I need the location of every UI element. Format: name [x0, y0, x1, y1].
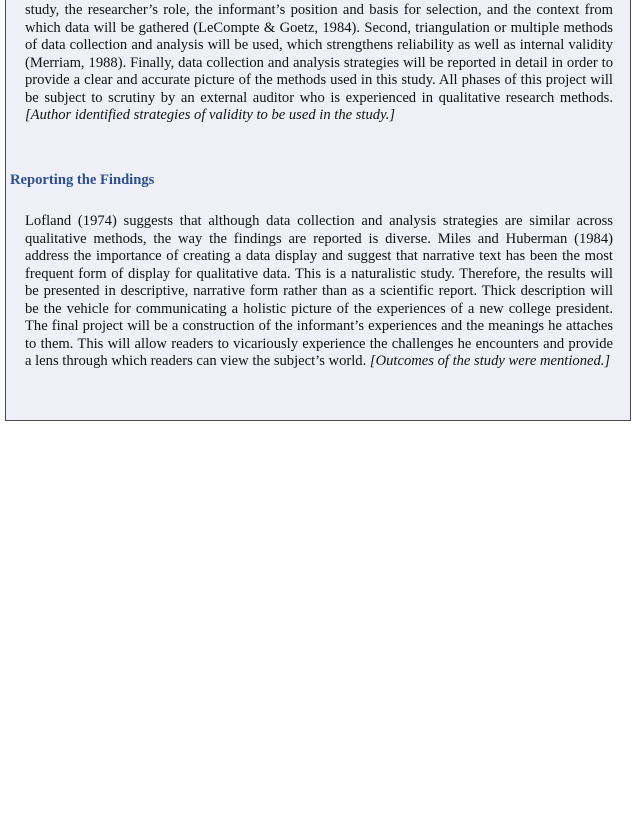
methods-paragraph-text: study, the researcher’s role, the informant’s position and basis for selection, and the context from which data will be gathered (LeCompte & Goetz, 1984). Second, triangulation or multiple methods of data collection and analysis will be used, which strengthens reliability as well as internal validity (Merriam, 1988). Finally, data collection and analysis strategies will be reported in detail in order to provide a clear and accurate picture of the methods used in this study. All phases of this project will be subject to scrutiny by an external auditor who is experienced in qualitative research methods. [25, 2, 613, 106]
reporting-paragraph [25, 213, 613, 371]
methods-annotation: [Author identified strategies of validity to be used in the study.] [25, 107, 396, 123]
methods-paragraph [25, 2, 613, 125]
reporting-annotation: [Outcomes of the study were mentioned.] [369, 353, 611, 369]
reporting-paragraph-text: Lofland (1974) suggests that although data collection and analysis strategies are similar across qualitative methods, the way the findings are reported is diverse. Miles and Huberman (1984) address the importance of creating a data display and suggest that narrative text has been the most frequent form of display for qualitative data. This is a naturalistic study. Therefore, the results will be presented in descriptive, narrative form rather than as a scientific report. Thick description will be the vehicle for communicating a holistic picture of the experiences of a new college president. The final project will be a construction of the informant’s experiences and the meanings he attaches to them. This will allow readers to vicariously experience the challenges he encounters and provide a lens through which readers can view the subject’s world. [25, 213, 613, 369]
section-heading: Reporting the Findings [10, 172, 155, 188]
